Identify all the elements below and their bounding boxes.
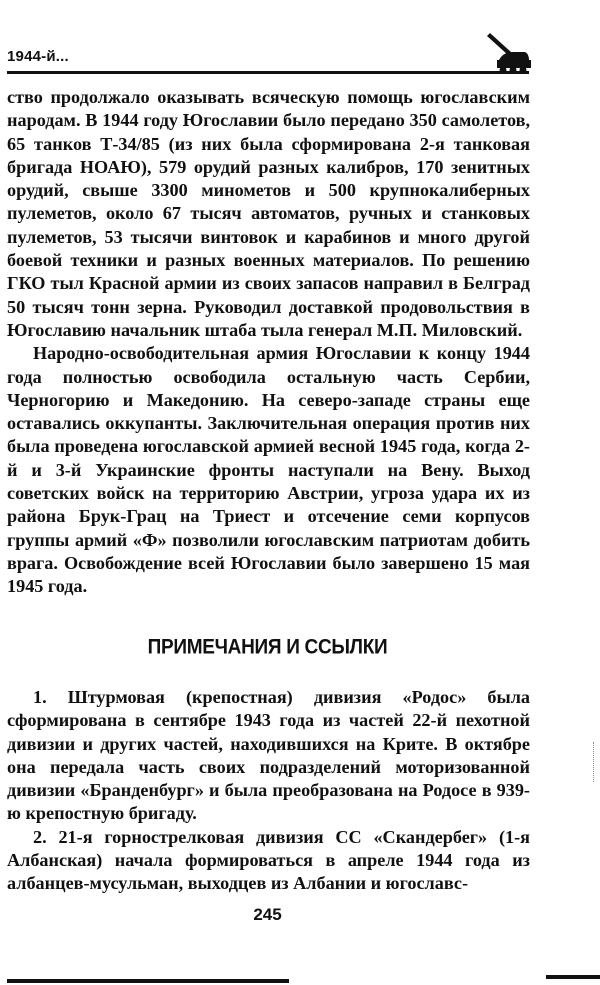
section-title: ПРИМЕЧАНИЯ И ССЫЛКИ	[147, 635, 388, 660]
artillery-gun-icon	[485, 30, 531, 74]
scan-edge-marks	[593, 742, 596, 782]
notes-list	[7, 686, 530, 896]
paragraph: Народно-освободительная армия Югославии к концу 1944 года полностью освободила остальную часть Сербии, Черногорию и Македонию. На северо-западе страны еще оставались оккупанты. Заключительная операция против них была проведена югославской армией весной 1945 года, когда 2-й и 3-й Украинские фронты наступали на Вену. Выход советских войск на территорию Австрии, угроза удара их из района Брук-Грац на Триест и отсечение семи корпусов группы армий «Ф» позволили югославским патриотам добить врага. Освобождение всей Югославии было завершено 15 мая 1945 года.	[7, 343, 530, 597]
running-title: 1944-й...	[7, 48, 69, 65]
paragraph: ство продолжало оказывать всяческую помощь югославским народам. В 1944 году Югославии было передано 350 самолетов, 65 танков Т-34/85 (из них была сформирована 2-я танковая бригада НОАЮ), 579 орудий разных калибров, 170 зенитных орудий, свыше 3300 минометов и 500 крупнокалиберных пулеметов, около 67 тысяч автоматов, ручных и станковых пулеметов, 53 тысячи винтовок и карабинов и много другой боевой техники и разных военных материалов. По решению ГКО тыл Красной армии из своих запасов направил в Белград 50 тысяч тонн зерна. Руководил доставкой продовольствия в Югославию начальник штаба тыла генерал М.П. Миловский.	[7, 87, 530, 340]
note-item: 1. Штурмовая (крепостная) дивизия «Родос» была сформирована в сентябре 1943 года из частей 22-й пехотной дивизии и других частей, находившихся на Крите. В октябре она передала часть своих подразделений моторизованной дивизии «Бранденбург» и была преобразована на Родосе в 939-ю крепостную бригаду.	[7, 687, 530, 824]
header-rule	[7, 71, 529, 74]
footer-rule	[7, 979, 289, 983]
main-text	[7, 86, 530, 599]
footer-rule	[546, 975, 600, 979]
running-header	[7, 30, 527, 80]
page-number: 245	[253, 905, 282, 924]
note-item: 2. 21-я горнострелковая дивизия СС «Скандербег» (1-я Албанская) начала формироваться в апреле 1944 года из албанцев-мусульман, выходцев из Албании и югославс-	[7, 826, 530, 894]
